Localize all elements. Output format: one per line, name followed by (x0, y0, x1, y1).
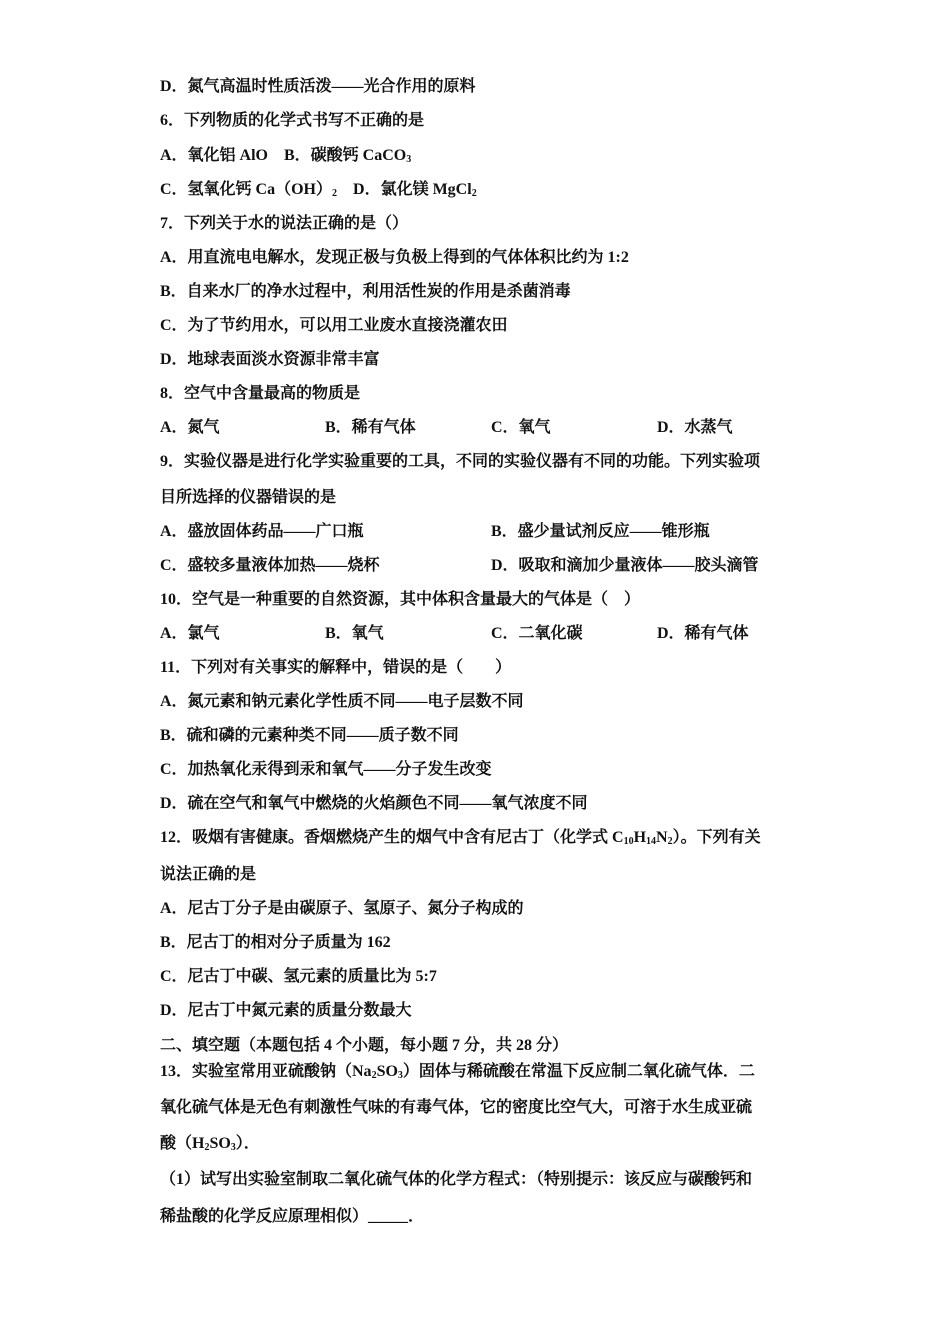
text-segment: D．尼古丁中氮元素的质量分数最大 (160, 1002, 412, 1019)
text-line (160, 1061, 755, 1083)
answer-option: A．氮气 (160, 419, 220, 436)
text-segment: 10．空气是一种重要的自然资源，其中体积含量最大的气体是（ ） (160, 591, 641, 608)
text-line (160, 1035, 568, 1057)
text-segment: 酸（H (160, 1135, 205, 1152)
answer-option: A．盛放固体药品——广口瓶 (160, 523, 364, 540)
answer-option: D．吸取和滴加少量液体——胶头滴管 (491, 557, 759, 574)
text-segment: A．尼古丁分子是由碳原子、氢原子、氮分子构成的 (160, 900, 524, 917)
text-segment: A．用直流电电解水，发现正极与负极上得到的气体体积比约为 1:2 (160, 249, 629, 266)
text-segment: ）。下列有关 (672, 829, 761, 846)
text-segment: B．硫和磷的元素种类不同——质子数不同 (160, 727, 459, 744)
text-segment: 11．下列对有关事实的解释中，错误的是（ ） (160, 659, 512, 676)
text-line (160, 521, 800, 543)
subscript: 2 (332, 188, 338, 199)
subscript: 2 (204, 1142, 210, 1153)
text-segment: D．氮气高温时性质活泼——光合作用的原料 (160, 78, 476, 95)
subscript: 2 (667, 836, 673, 847)
text-segment: 稀盐酸的化学反应原理相似）_____． (160, 1208, 425, 1225)
text-line (160, 759, 492, 781)
text-segment: 9．实验仪器是进行化学实验重要的工具，不同的实验仪器有不同的功能。下列实验项 (160, 453, 761, 470)
text-segment: C．尼古丁中碳、氢元素的质量比为 5:7 (160, 968, 437, 985)
text-line (160, 247, 629, 269)
text-segment: 12．吸烟有害健康。香烟燃烧产生的烟气中含有尼古丁（化学式 C (160, 829, 624, 846)
text-line (160, 589, 640, 611)
text-line (160, 1169, 752, 1191)
answer-option: D．稀有气体 (657, 625, 749, 642)
text-segment: H (633, 829, 647, 846)
text-segment: C．加热氧化汞得到汞和氧气——分子发生改变 (160, 761, 492, 778)
subscript: 2 (471, 188, 477, 199)
text-line (160, 966, 437, 988)
text-segment: D．氯化镁 MgCl (337, 181, 472, 198)
text-line (160, 827, 761, 849)
text-segment: C．氢氧化钙 Ca（OH） (160, 181, 333, 198)
answer-option: D．水蒸气 (657, 419, 733, 436)
text-line (160, 281, 571, 303)
answer-option: A．氯气 (160, 625, 220, 642)
text-line (160, 1097, 752, 1119)
text-line (160, 145, 411, 167)
text-line (160, 487, 336, 509)
subscript: 14 (646, 836, 657, 847)
text-segment: 二、填空题（本题包括 4 个小题，每小题 7 分，共 28 分） (160, 1037, 569, 1054)
text-segment: 6．下列物质的化学式书写不正确的是 (160, 112, 425, 129)
text-line (160, 725, 459, 747)
answer-option: C．盛较多量液体加热——烧杯 (160, 557, 380, 574)
answer-option: C．氧气 (491, 419, 551, 436)
text-segment: D．地球表面淡水资源非常丰富 (160, 351, 380, 368)
text-line (160, 179, 477, 201)
text-line (160, 657, 511, 679)
subscript: 10 (623, 836, 634, 847)
text-line (160, 76, 476, 98)
text-segment: 7．下列关于水的说法正确的是（） (160, 215, 409, 232)
text-segment: （1）试写出实验室制取二氧化硫气体的化学方程式：（特别提示：该反应与碳酸钙和 (160, 1171, 753, 1188)
text-line (160, 110, 424, 132)
text-line (160, 417, 800, 439)
text-line (160, 1000, 412, 1022)
text-segment: A．氧化铝 AlO B．碳酸钙 CaCO (160, 147, 407, 164)
text-segment: D．硫在空气和氧气中燃烧的火焰颜色不同——氧气浓度不同 (160, 795, 588, 812)
answer-option: B．稀有气体 (325, 419, 416, 436)
text-segment: SO (376, 1063, 398, 1080)
text-segment: 目所选择的仪器错误的是 (160, 489, 337, 506)
subscript: 2 (371, 1070, 377, 1081)
text-line (160, 623, 800, 645)
text-line (160, 1206, 424, 1228)
text-segment: N (656, 829, 668, 846)
text-segment: 8．空气中含量最高的物质是 (160, 385, 361, 402)
text-line (160, 864, 256, 886)
subscript: 3 (406, 154, 412, 165)
text-segment: SO (209, 1135, 231, 1152)
answer-option: B．氧气 (325, 625, 384, 642)
text-segment: B．自来水厂的净水过程中，利用活性炭的作用是杀菌消毒 (160, 283, 571, 300)
text-line (160, 315, 508, 337)
text-line (160, 691, 524, 713)
text-line (160, 555, 800, 577)
text-segment: C．为了节约用水，可以用工业废水直接浇灌农田 (160, 317, 508, 334)
text-line (160, 383, 360, 405)
text-segment: 13．实验室常用亚硫酸钠（Na (160, 1063, 372, 1080)
subscript: 3 (397, 1070, 403, 1081)
text-line (160, 1133, 260, 1155)
text-segment: 氧化硫气体是无色有刺激性气味的有毒气体，它的密度比空气大，可溶于水生成亚硫 (160, 1099, 753, 1116)
text-line (160, 213, 408, 235)
text-line (160, 451, 760, 473)
text-line (160, 898, 524, 920)
text-segment: ）固体与稀硫酸在常温下反应制二氧化硫气体．二 (402, 1063, 755, 1080)
subscript: 3 (230, 1142, 236, 1153)
text-segment: 说法正确的是 (160, 866, 257, 883)
text-line (160, 793, 588, 815)
text-segment: ）． (235, 1135, 260, 1152)
answer-option: B．盛少量试剂反应——锥形瓶 (491, 523, 710, 540)
text-segment: A．氮元素和钠元素化学性质不同——电子层数不同 (160, 693, 524, 710)
text-segment: B．尼古丁的相对分子质量为 162 (160, 934, 391, 951)
text-line (160, 349, 380, 371)
text-line (160, 932, 391, 954)
answer-option: C．二氧化碳 (491, 625, 583, 642)
